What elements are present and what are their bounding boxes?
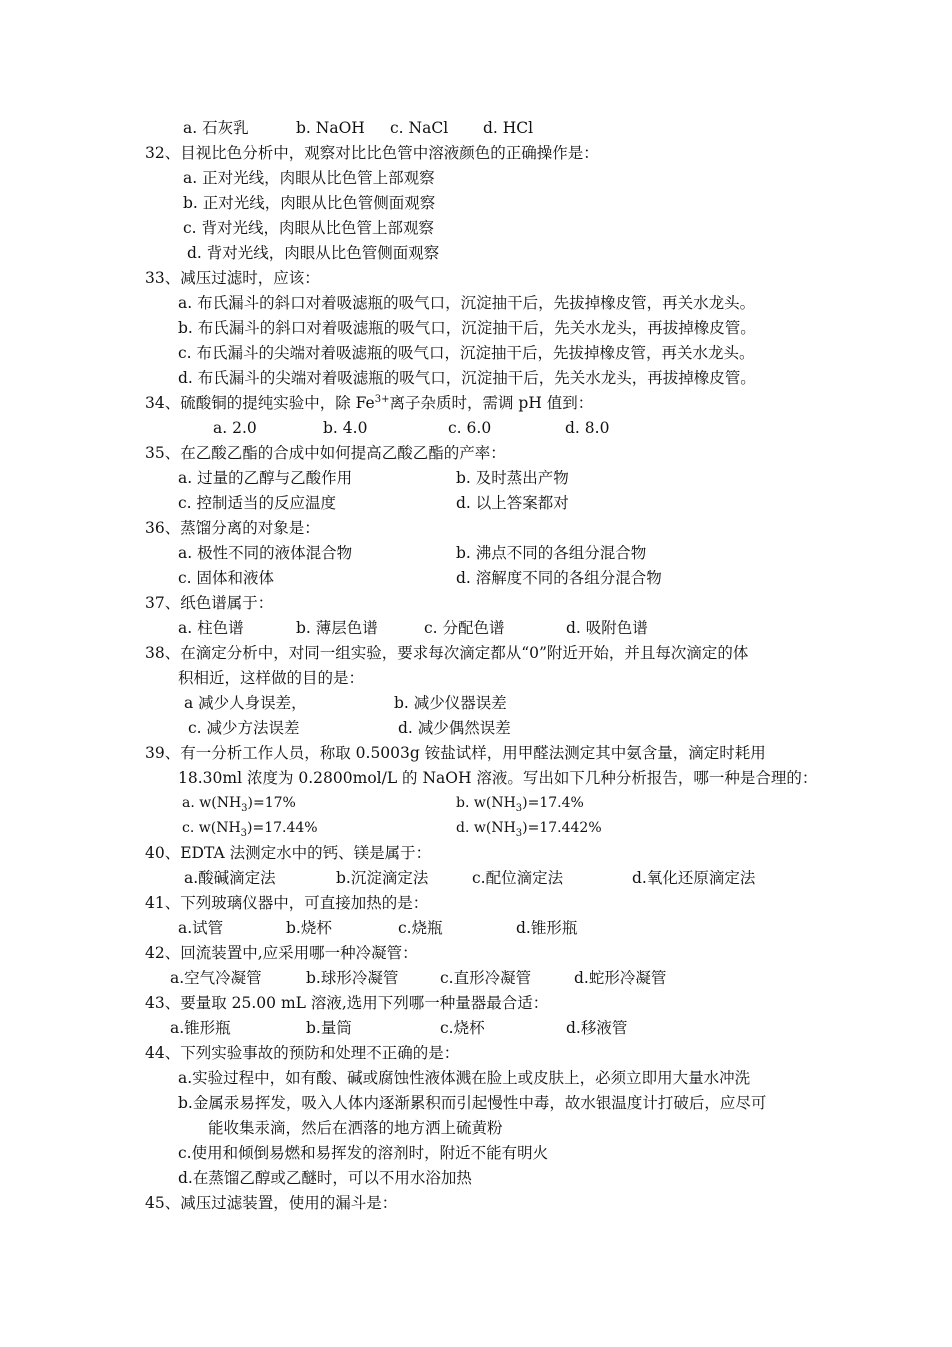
q38-stem-line1: 38、在滴定分析中，对同一组实验，要求每次滴定都从“0”附近开始，并且每次滴定的体 bbox=[145, 644, 749, 662]
q33-option-d: d. 布氏漏斗的尖端对着吸滤瓶的吸气口，沉淀抽干后，先关水龙头，再拔掉橡皮管。 bbox=[178, 369, 756, 387]
q36-option-c: c. 固体和液体 bbox=[178, 569, 275, 587]
q42-option-b: b.球形冷凝管 bbox=[306, 969, 399, 987]
q41-option-c: c.烧瓶 bbox=[398, 919, 443, 937]
q34-option-b: b. 4.0 bbox=[323, 419, 368, 437]
q33-option-a: a. 布氏漏斗的斜口对着吸滤瓶的吸气口，沉淀抽干后，先拔掉橡皮管，再关水龙头。 bbox=[178, 294, 756, 312]
q32-option-a: a. 正对光线，肉眼从比色管上部观察 bbox=[183, 169, 435, 187]
q44-option-d: d.在蒸馏乙醇或乙醚时，可以不用水浴加热 bbox=[178, 1169, 472, 1187]
q38-option-c: c. 减少方法误差 bbox=[188, 719, 300, 737]
q31-option-b: b. NaOH bbox=[296, 119, 365, 137]
q33-option-c: c. 布氏漏斗的尖端对着吸滤瓶的吸气口，沉淀抽干后，先拔掉橡皮管，再关水龙头。 bbox=[178, 344, 755, 362]
q44-option-c: c.使用和倾倒易燃和易挥发的溶剂时，附近不能有明火 bbox=[178, 1144, 549, 1162]
q32-option-b: b. 正对光线，肉眼从比色管侧面观察 bbox=[183, 194, 436, 212]
q39-option-a bbox=[182, 793, 296, 813]
q40-option-c: c.配位滴定法 bbox=[472, 869, 564, 887]
q42-stem: 42、回流装置中,应采用哪一种冷凝管： bbox=[145, 944, 418, 962]
q44-option-b-line1: b.金属汞易挥发，吸入人体内逐渐累积而引起慢性中毒，故水银温度计打破后，应尽可 bbox=[178, 1094, 767, 1112]
q32-option-c: c. 背对光线，肉眼从比色管上部观察 bbox=[183, 219, 435, 237]
q39-option-d-value: )=17.442% bbox=[522, 820, 602, 836]
q42-option-d: d.蛇形冷凝管 bbox=[574, 969, 667, 987]
q37-option-a: a. 柱色谱 bbox=[178, 619, 244, 637]
q33-stem: 33、减压过滤时，应该： bbox=[145, 269, 320, 287]
q39-option-d-pre: w(NH bbox=[473, 820, 516, 836]
q32-stem: 32、目视比色分析中，观察对比比色管中溶液颜色的正确操作是： bbox=[145, 144, 599, 162]
q39-option-c-pre: w(NH bbox=[198, 820, 241, 836]
q41-stem: 41、下列玻璃仪器中，可直接加热的是： bbox=[145, 894, 429, 912]
q34-option-d: d. 8.0 bbox=[565, 419, 610, 437]
q43-stem: 43、要量取 25.00 mL 溶液,选用下列哪一种量器最合适： bbox=[145, 994, 549, 1012]
q44-option-a: a.实验过程中，如有酸、碱或腐蚀性液体溅在脸上或皮肤上，必须立即用大量水冲洗 bbox=[178, 1069, 751, 1087]
q43-option-d: d.移液管 bbox=[566, 1019, 628, 1037]
q38-stem-line2: 积相近，这样做的目的是： bbox=[178, 669, 365, 687]
q34-stem-sup: 3+ bbox=[374, 393, 390, 405]
q37-stem: 37、纸色谱属于： bbox=[145, 594, 274, 612]
q39-option-d bbox=[456, 818, 602, 838]
q45-stem: 45、减压过滤装置，使用的漏斗是： bbox=[145, 1194, 398, 1212]
q34-option-a: a. 2.0 bbox=[213, 419, 257, 437]
q44-stem: 44、下列实验事故的预防和处理不正确的是： bbox=[145, 1044, 460, 1062]
q39-option-a-value: )=17% bbox=[247, 795, 296, 811]
q39-stem-line1: 39、有一分析工作人员，称取 0.5003g 铵盐试样，用甲醛法测定其中氨含量，滴定时耗用 bbox=[145, 744, 766, 762]
q39-stem-line2: 18.30ml 浓度为 0.2800mol/L 的 NaOH 溶液。写出如下几种分析报告，哪一种是合理的： bbox=[178, 769, 818, 787]
q39-option-a-label: a. bbox=[182, 795, 195, 811]
q34-stem bbox=[145, 393, 593, 413]
q40-option-b: b.沉淀滴定法 bbox=[336, 869, 429, 887]
q33-option-b: b. 布氏漏斗的斜口对着吸滤瓶的吸气口，沉淀抽干后，先关水龙头，再拔掉橡皮管。 bbox=[178, 319, 756, 337]
q42-option-c: c.直形冷凝管 bbox=[440, 969, 532, 987]
q37-option-c: c. 分配色谱 bbox=[424, 619, 505, 637]
q39-option-b-sub: 3 bbox=[515, 802, 523, 814]
q43-option-a: a.锥形瓶 bbox=[170, 1019, 231, 1037]
q37-option-d: d. 吸附色谱 bbox=[566, 619, 648, 637]
q39-option-b-label: b. bbox=[456, 795, 470, 811]
q36-option-d: d. 溶解度不同的各组分混合物 bbox=[456, 569, 662, 587]
q39-option-d-sub: 3 bbox=[515, 827, 523, 839]
q34-stem-pre: 34、硫酸铜的提纯实验中，除 Fe bbox=[145, 394, 375, 412]
q43-option-b: b.量筒 bbox=[306, 1019, 352, 1037]
q38-option-d: d. 减少偶然误差 bbox=[398, 719, 511, 737]
q44-option-b-line2: 能收集汞滴，然后在洒落的地方洒上硫黄粉 bbox=[208, 1119, 503, 1137]
q31-option-d: d. HCl bbox=[483, 119, 534, 137]
q39-option-c-sub: 3 bbox=[240, 827, 248, 839]
q34-stem-post: 离子杂质时，需调 pH 值到： bbox=[389, 394, 594, 412]
q43-option-c: c.烧杯 bbox=[440, 1019, 485, 1037]
q41-option-a: a.试管 bbox=[178, 919, 224, 937]
q32-option-d: d. 背对光线，肉眼从比色管侧面观察 bbox=[187, 244, 440, 262]
q41-option-b: b.烧杯 bbox=[286, 919, 332, 937]
q41-option-d: d.锥形瓶 bbox=[516, 919, 578, 937]
q35-option-a: a. 过量的乙醇与乙酸作用 bbox=[178, 469, 353, 487]
q39-option-d-label: d. bbox=[456, 820, 470, 836]
q35-option-d: d. 以上答案都对 bbox=[456, 494, 569, 512]
q36-option-b: b. 沸点不同的各组分混合物 bbox=[456, 544, 647, 562]
q39-option-a-sub: 3 bbox=[241, 802, 248, 814]
q40-option-d: d.氧化还原滴定法 bbox=[632, 869, 756, 887]
q38-option-b: b. 减少仪器误差 bbox=[394, 694, 507, 712]
q36-stem: 36、蒸馏分离的对象是： bbox=[145, 519, 320, 537]
q39-option-b-pre: w(NH bbox=[473, 795, 516, 811]
q39-option-a-pre: w(NH bbox=[199, 795, 242, 811]
q38-option-a: a 减少人身误差， bbox=[184, 694, 307, 712]
q39-option-b bbox=[456, 793, 584, 813]
q40-option-a: a.酸碱滴定法 bbox=[184, 869, 276, 887]
q35-option-c: c. 控制适当的反应温度 bbox=[178, 494, 337, 512]
q35-stem: 35、在乙酸乙酯的合成中如何提高乙酸乙酯的产率： bbox=[145, 444, 506, 462]
q34-option-c: c. 6.0 bbox=[448, 419, 492, 437]
q42-option-a: a.空气冷凝管 bbox=[170, 969, 262, 987]
q40-stem: 40、EDTA 法测定水中的钙、镁是属于： bbox=[145, 844, 432, 862]
q31-option-c: c. NaCl bbox=[390, 119, 449, 137]
q39-option-c-value: )=17.44% bbox=[247, 820, 318, 836]
q39-option-c bbox=[182, 818, 318, 838]
q31-option-a: a. 石灰乳 bbox=[183, 119, 249, 137]
q36-option-a: a. 极性不同的液体混合物 bbox=[178, 544, 353, 562]
q39-option-c-label: c. bbox=[182, 820, 195, 836]
q35-option-b: b. 及时蒸出产物 bbox=[456, 469, 569, 487]
q37-option-b: b. 薄层色谱 bbox=[296, 619, 378, 637]
q39-option-b-value: )=17.4% bbox=[522, 795, 584, 811]
